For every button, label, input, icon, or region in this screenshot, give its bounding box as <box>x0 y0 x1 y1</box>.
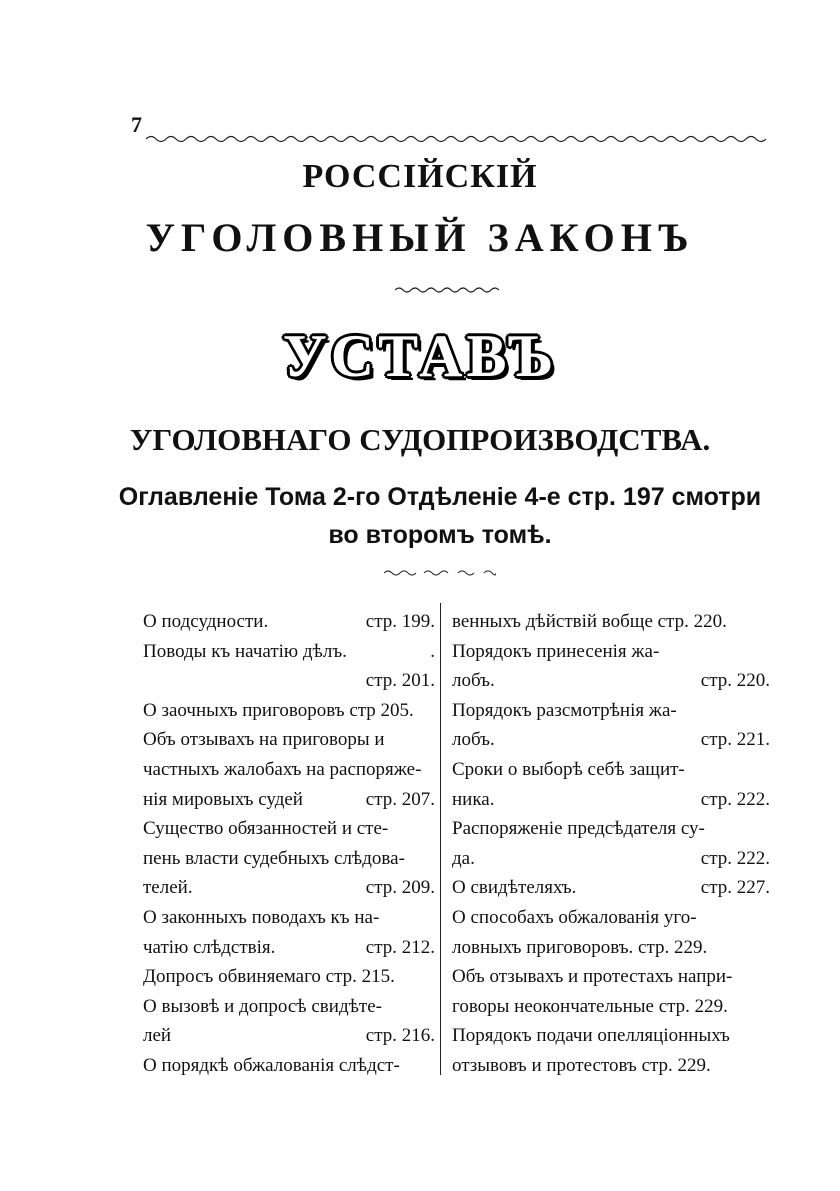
toc-entry-page: стр. 209. <box>365 877 435 899</box>
toc-entry-text: Допросъ обвиняемаго стр. 215. <box>143 966 395 988</box>
toc-entry-line <box>452 962 770 992</box>
toc-entry-line <box>452 696 770 726</box>
toc-entry-text: телей. <box>143 877 193 899</box>
toc-entry-text: О способахъ обжалованія уго- <box>452 906 697 928</box>
toc-entry-text: отзывовъ и протестовъ стр. 229. <box>452 1054 711 1076</box>
toc-entry-line <box>143 962 435 992</box>
column-divider <box>440 603 441 1075</box>
toc-entry-line <box>143 785 435 815</box>
toc-entry-text: частныхъ жалобахъ на распоряже- <box>143 758 422 780</box>
toc-right-column <box>452 607 770 1081</box>
toc-entry-page: . <box>430 640 435 662</box>
toc-entry-page: стр. 220. <box>700 670 770 692</box>
toc-entry-line <box>452 755 770 785</box>
toc-entry-text: пень власти судебныхъ слѣдова- <box>143 847 405 869</box>
toc-entry-text: ловныхъ приговоровъ. стр. 229. <box>452 936 708 958</box>
toc-entry-page: стр. 207. <box>365 788 435 810</box>
toc-entry-text: О законныхъ поводахъ къ на- <box>143 906 380 928</box>
toc-entry-line <box>452 844 770 874</box>
toc-entry-text: Порядокъ подачи опелляціонныхъ <box>452 1025 730 1047</box>
toc-entry-line <box>143 992 435 1022</box>
toc-note <box>100 478 780 554</box>
toc-entry-text: венныхъ дѣйствій вобще стр. 220. <box>452 611 727 632</box>
decorative-wavy-rule <box>146 131 766 143</box>
toc-entry-text: О заочныхъ приговоровъ стр 205. <box>143 699 414 721</box>
subtitle: УГОЛОВНАГО СУДОПРОИЗВОДСТВА. <box>129 422 711 457</box>
toc-entry-line <box>143 873 435 903</box>
ustav-heading: УСТАВЪ <box>282 323 558 389</box>
toc-entry-line <box>143 755 435 785</box>
toc-entry-line <box>452 814 770 844</box>
toc-entry-text: ника. <box>452 788 495 810</box>
toc-entry-line <box>452 1051 770 1081</box>
decorative-squiggle <box>384 568 496 578</box>
toc-entry-page: стр. 227. <box>700 877 770 899</box>
toc-entry-line <box>452 666 770 696</box>
toc-note-line-1: Оглавленіе Тома 2-го Отдѣленіе 4-е стр. 197 смотри <box>118 483 762 511</box>
toc-entry-line <box>452 785 770 815</box>
toc-entry-page: стр. 201. <box>365 670 435 692</box>
toc-entry-line <box>143 933 435 963</box>
toc-entry-page: стр. 199. <box>365 611 435 632</box>
toc-entry-line <box>452 637 770 667</box>
toc-entry-line <box>143 637 435 667</box>
decorative-squiggle <box>395 284 499 294</box>
toc-note-line-2: во второмъ томѣ. <box>328 521 552 549</box>
toc-entry-text: Объ отзывахъ и протестахъ напри- <box>452 966 733 988</box>
toc-entry-text: лей <box>143 1025 172 1047</box>
toc-entry-text: чатію слѣдствія. <box>143 936 276 958</box>
toc-entry-text: Поводы къ начатію дѣлъ. <box>143 640 347 662</box>
toc-entry-line <box>143 1051 435 1081</box>
toc-entry-text: О подсудности. <box>143 611 269 632</box>
toc-entry-line <box>143 696 435 726</box>
toc-entry-line <box>452 725 770 755</box>
toc-entry-line <box>143 725 435 755</box>
toc-entry-line <box>452 607 770 637</box>
toc-entry-line <box>143 844 435 874</box>
title-line-1: РОССІЙСКІЙ <box>302 158 538 195</box>
toc-entry-text: Объ отзывахъ на приговоры и <box>143 729 385 751</box>
toc-entry-text: О порядкѣ обжалованія слѣдст- <box>143 1054 400 1076</box>
toc-entry-text: О свидѣтеляхъ. <box>452 877 577 899</box>
toc-entry-text: Существо обязанностей и сте- <box>143 818 389 840</box>
toc-entry-page: стр. 216. <box>365 1025 435 1047</box>
toc-entry-text: О вызовѣ и допросѣ свидѣте- <box>143 995 382 1017</box>
toc-entry-text: Сроки о выборѣ себѣ защит- <box>452 758 685 780</box>
toc-entry-line <box>143 666 435 696</box>
toc-entry-line <box>452 992 770 1022</box>
toc-entry-line <box>452 903 770 933</box>
title-line-2: УГОЛОВНЫЙ ЗАКОНЪ <box>145 215 695 260</box>
toc-entry-line <box>452 1021 770 1051</box>
toc-entry-page: стр. 222. <box>700 847 770 869</box>
toc-entry-page: стр. 221. <box>700 729 770 751</box>
toc-entry-line <box>452 933 770 963</box>
toc-entry-text: лобъ. <box>452 670 495 692</box>
toc-entry-text: лобъ. <box>452 729 495 751</box>
toc-entry-text: да. <box>452 847 475 869</box>
toc-entry-text: Порядокъ принесенія жа- <box>452 640 660 662</box>
toc-entry-line <box>143 607 435 637</box>
toc-entry-line <box>452 873 770 903</box>
toc-entry-text: говоры неокончательные стр. 229. <box>452 995 728 1017</box>
toc-entry-text: Распоряженіе предсѣдателя су- <box>452 818 705 840</box>
toc-entry-text: Порядокъ разсмотрѣнія жа- <box>452 699 677 721</box>
toc-entry-line <box>143 814 435 844</box>
toc-entry-line <box>143 903 435 933</box>
toc-entry-page: стр. 222. <box>700 788 770 810</box>
page-number: 7 <box>131 112 142 137</box>
toc-entry-text: нія мировыхъ судей <box>143 788 303 810</box>
toc-entry-page: стр. 212. <box>365 936 435 958</box>
toc-entry-line <box>143 1021 435 1051</box>
toc-left-column <box>143 607 435 1081</box>
